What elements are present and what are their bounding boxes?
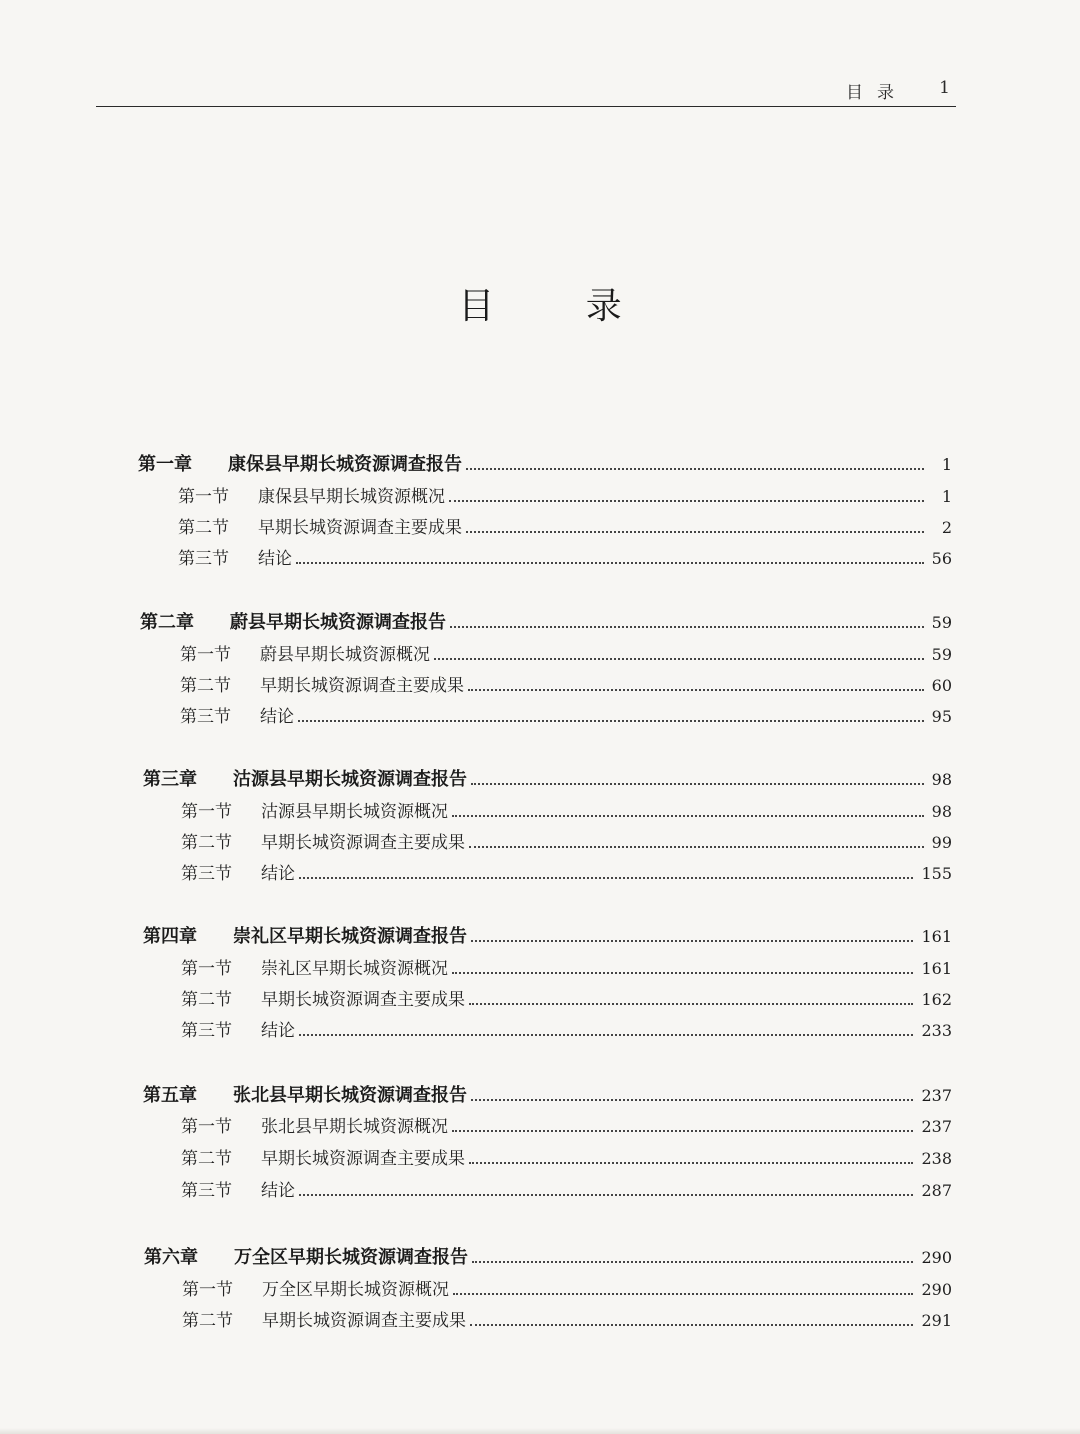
section-title: 康保县早期长城资源概况 (258, 487, 445, 507)
chapter-page: 1 (941, 455, 952, 474)
section-page: 2 (941, 518, 952, 537)
running-title: 目录 (846, 83, 908, 103)
dot-leader (299, 863, 913, 879)
section-row[interactable] (181, 1176, 952, 1202)
chapter-number: 第六章 (144, 1247, 198, 1268)
section-title: 万全区早期长城资源概况 (262, 1280, 449, 1300)
chapter-row[interactable] (140, 608, 952, 634)
section-row[interactable] (181, 1144, 952, 1170)
section-number: 第二节 (180, 676, 231, 696)
section-page: 59 (931, 645, 952, 664)
chapter-number: 第一章 (138, 454, 192, 475)
section-title: 结论 (261, 1021, 295, 1041)
section-title: 结论 (261, 1181, 295, 1201)
section-page: 290 (921, 1280, 952, 1299)
page-number: 1 (939, 78, 950, 98)
dot-leader (469, 1148, 913, 1164)
section-number: 第三节 (178, 549, 229, 569)
section-number: 第二节 (182, 1311, 233, 1331)
dot-leader (469, 989, 913, 1005)
dot-leader (296, 548, 924, 564)
section-title: 结论 (258, 549, 292, 569)
section-number: 第一节 (180, 645, 231, 665)
section-number: 第三节 (180, 707, 231, 727)
section-page: 60 (931, 676, 952, 695)
section-title: 结论 (261, 864, 295, 884)
section-number: 第二节 (178, 518, 229, 538)
dot-leader (466, 517, 924, 533)
chapter-row[interactable] (144, 1243, 952, 1269)
dot-leader (472, 1247, 913, 1263)
section-page: 238 (921, 1149, 952, 1168)
section-number: 第三节 (181, 1021, 232, 1041)
chapter-row[interactable] (143, 922, 952, 948)
section-number: 第三节 (181, 864, 232, 884)
section-row[interactable] (180, 671, 952, 697)
section-page: 155 (921, 864, 952, 883)
dot-leader (466, 454, 924, 470)
dot-leader (452, 801, 924, 817)
section-number: 第二节 (181, 833, 232, 853)
section-row[interactable] (181, 797, 952, 823)
section-row[interactable] (178, 482, 952, 508)
dot-leader (449, 486, 924, 502)
chapter-page: 161 (921, 927, 952, 946)
dot-leader (471, 926, 913, 942)
dot-leader (453, 1279, 913, 1295)
section-title: 张北县早期长城资源概况 (261, 1117, 448, 1137)
chapter-number: 第三章 (143, 769, 197, 790)
section-page: 161 (921, 959, 952, 978)
section-title: 崇礼区早期长城资源概况 (261, 959, 448, 979)
dot-leader (471, 1085, 913, 1101)
chapter-number: 第二章 (140, 612, 194, 633)
section-page: 162 (921, 990, 952, 1009)
section-row[interactable] (181, 954, 952, 980)
dot-leader (471, 769, 924, 785)
dot-leader (452, 958, 913, 974)
section-row[interactable] (181, 828, 952, 854)
section-row[interactable] (182, 1306, 952, 1332)
toc-title: 目 录 (458, 286, 662, 327)
section-row[interactable] (181, 1112, 952, 1138)
section-number: 第一节 (181, 959, 232, 979)
section-title: 早期长城资源调查主要成果 (260, 676, 464, 696)
section-number: 第一节 (181, 802, 232, 822)
section-page: 237 (921, 1117, 952, 1136)
chapter-title: 沽源县早期长城资源调查报告 (233, 769, 467, 790)
chapter-title: 蔚县早期长城资源调查报告 (230, 612, 446, 633)
section-number: 第二节 (181, 990, 232, 1010)
section-number: 第一节 (182, 1280, 233, 1300)
chapter-title: 康保县早期长城资源调查报告 (228, 454, 462, 475)
section-row[interactable] (181, 1016, 952, 1042)
chapter-number: 第四章 (143, 926, 197, 947)
dot-leader (298, 706, 924, 722)
section-title: 结论 (260, 707, 294, 727)
section-row[interactable] (180, 640, 952, 666)
dot-leader (299, 1180, 913, 1196)
dot-leader (434, 644, 924, 660)
section-title: 蔚县早期长城资源概况 (260, 645, 430, 665)
chapter-page: 290 (921, 1248, 952, 1267)
section-title: 早期长城资源调查主要成果 (261, 990, 465, 1010)
dot-leader (450, 612, 924, 628)
chapter-row[interactable] (143, 1081, 952, 1107)
section-number: 第一节 (181, 1117, 232, 1137)
section-page: 56 (931, 549, 952, 568)
section-page: 1 (941, 487, 952, 506)
chapter-row[interactable] (138, 450, 952, 476)
section-row[interactable] (182, 1275, 952, 1301)
chapter-page: 237 (921, 1086, 952, 1105)
section-row[interactable] (181, 985, 952, 1011)
section-page: 99 (931, 833, 952, 852)
section-page: 291 (921, 1311, 952, 1330)
section-title: 早期长城资源调查主要成果 (261, 833, 465, 853)
dot-leader (452, 1116, 913, 1132)
section-number: 第三节 (181, 1181, 232, 1201)
section-page: 287 (921, 1181, 952, 1200)
section-row[interactable] (181, 859, 952, 885)
chapter-row[interactable] (143, 765, 952, 791)
chapter-number: 第五章 (143, 1085, 197, 1106)
chapter-title: 万全区早期长城资源调查报告 (234, 1247, 468, 1268)
page-edge (0, 1428, 1080, 1434)
section-title: 早期长城资源调查主要成果 (258, 518, 462, 538)
section-page: 95 (931, 707, 952, 726)
section-number: 第一节 (178, 487, 229, 507)
section-page: 233 (921, 1021, 952, 1040)
dot-leader (470, 1310, 913, 1326)
dot-leader (469, 832, 924, 848)
chapter-title: 张北县早期长城资源调查报告 (233, 1085, 467, 1106)
section-title: 早期长城资源调查主要成果 (261, 1149, 465, 1169)
chapter-title: 崇礼区早期长城资源调查报告 (233, 926, 467, 947)
section-title: 沽源县早期长城资源概况 (261, 802, 448, 822)
section-row[interactable] (180, 702, 952, 728)
dot-leader (299, 1020, 913, 1036)
section-page: 98 (931, 802, 952, 821)
section-row[interactable] (178, 544, 952, 570)
dot-leader (468, 675, 924, 691)
section-number: 第二节 (181, 1149, 232, 1169)
chapter-page: 59 (931, 613, 952, 632)
chapter-page: 98 (931, 770, 952, 789)
section-title: 早期长城资源调查主要成果 (262, 1311, 466, 1331)
section-row[interactable] (178, 513, 952, 539)
